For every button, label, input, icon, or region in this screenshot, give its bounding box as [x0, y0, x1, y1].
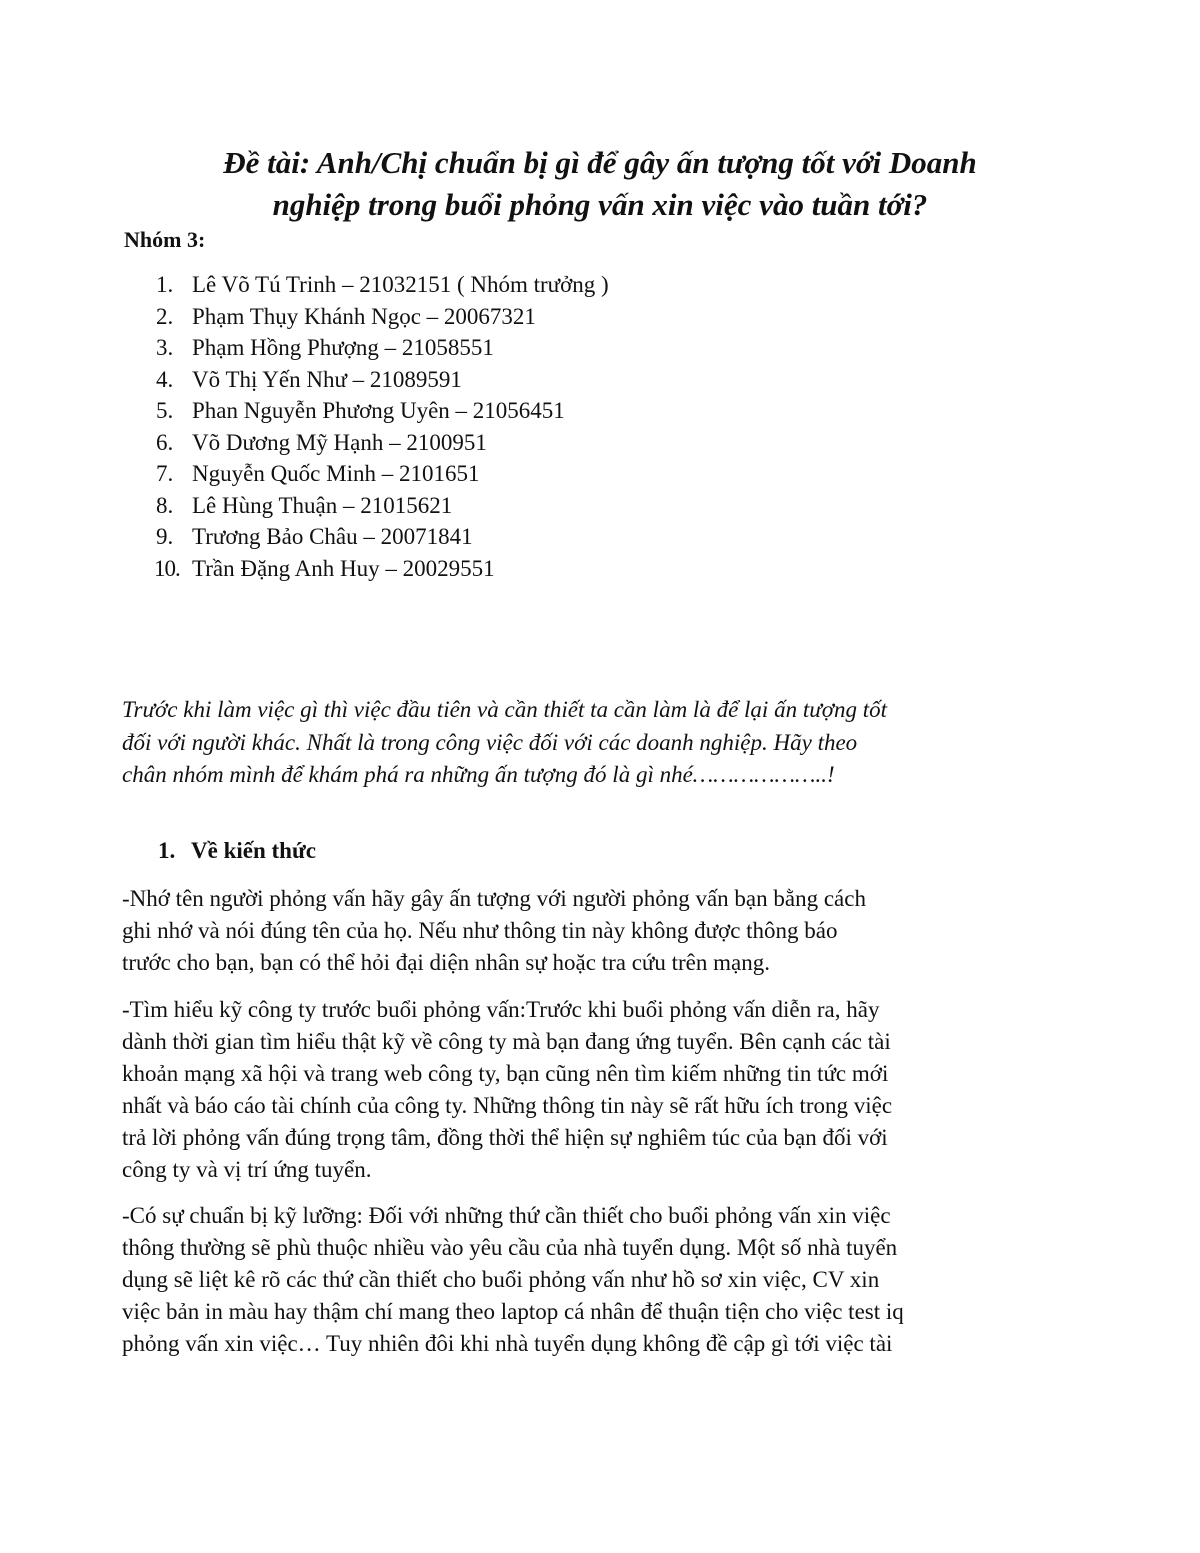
list-item: [124, 395, 609, 427]
title-line: Đề tài: Anh/Chị chuẩn bị gì để gây ấn tượng tốt với Doanh: [223, 145, 977, 180]
list-number: 5.: [156, 398, 174, 423]
list-number: 7.: [156, 461, 174, 486]
list-number: 10.: [154, 555, 180, 581]
list-number: 8.: [156, 492, 174, 518]
list-item: [124, 301, 609, 333]
paragraph-line: nhất và báo cáo tài chính của công ty. Những thông tin này sẽ rất hữu ích trong việc: [122, 1093, 893, 1118]
member-name: Võ Thị Yến Như – 21089591: [192, 366, 462, 392]
paragraph-line: khoản mạng xã hội và trang web công ty, bạn cũng nên tìm kiếm những tin tức mới: [122, 1061, 889, 1086]
section-heading: [124, 838, 316, 864]
list-item: [124, 269, 609, 301]
intro-paragraph: [122, 694, 1082, 792]
document-title: [120, 142, 1080, 226]
member-name: Phan Nguyễn Phương Uyên – 21056451: [192, 398, 565, 423]
paragraph-line: -Nhớ tên người phỏng vấn hãy gây ấn tượng với người phỏng vấn bạn bằng cách: [122, 886, 866, 911]
paragraph-line: dụng sẽ liệt kê rõ các thứ cần thiết cho buổi phỏng vấn như hồ sơ xin việc, CV xin: [122, 1267, 880, 1292]
member-name: Trần Đặng Anh Huy – 20029551: [192, 555, 495, 581]
paragraph-line: -Tìm hiểu kỹ công ty trước buổi phỏng vấn:Trước khi buổi phỏng vấn diễn ra, hãy: [122, 997, 880, 1022]
list-item: [124, 364, 609, 396]
list-number: 4.: [156, 366, 174, 392]
list-number: 1.: [156, 272, 174, 297]
paragraph-line: -Có sự chuẩn bị kỹ lưỡng: Đối với những thứ cần thiết cho buổi phỏng vấn xin việc: [122, 1203, 891, 1228]
section-number: 1.: [158, 838, 176, 863]
member-name: Lê Hùng Thuận – 21015621: [192, 492, 453, 518]
member-name: Nguyễn Quốc Minh – 2101651: [192, 461, 480, 486]
intro-line: chân nhóm mình để khám phá ra những ấn tượng đó là gì nhé………………..!: [122, 762, 835, 787]
intro-line: đối với người khác. Nhất là trong công việc đối với các doanh nghiệp. Hãy theo: [122, 729, 858, 755]
list-number: 9.: [156, 524, 174, 549]
title-line: nghiệp trong buổi phỏng vấn xin việc vào tuần tới?: [272, 187, 928, 222]
body-paragraph: [122, 883, 1082, 979]
intro-line: Trước khi làm việc gì thì việc đầu tiên và cần thiết ta cần làm là để lại ấn tượng tốt: [122, 697, 888, 722]
paragraph-line: trả lời phỏng vấn đúng trọng tâm, đồng thời thể hiện sự nghiêm túc của bạn đối với: [122, 1125, 888, 1150]
paragraph-line: việc bản in màu hay thậm chí mang theo laptop cá nhân để thuận tiện cho việc test iq: [122, 1299, 904, 1324]
list-number: 3.: [156, 335, 174, 360]
paragraph-line: dành thời gian tìm hiểu thật kỹ về công ty mà bạn đang ứng tuyển. Bên cạnh các tài: [122, 1029, 891, 1054]
member-name: Trương Bảo Châu – 20071841: [192, 524, 473, 549]
list-number: 6.: [156, 429, 174, 455]
body-paragraph: [122, 1200, 1082, 1360]
paragraph-line: thông thường sẽ phù thuộc nhiều vào yêu cầu của nhà tuyển dụng. Một số nhà tuyển: [122, 1235, 898, 1260]
list-item: [124, 458, 609, 490]
member-name: Võ Dương Mỹ Hạnh – 2100951: [192, 429, 487, 455]
list-item: [124, 427, 609, 459]
paragraph-line: ghi nhớ và nói đúng tên của họ. Nếu như thông tin này không được thông báo: [122, 918, 838, 943]
member-list: [124, 269, 609, 584]
section-title: Về kiến thức: [191, 838, 316, 863]
list-number: 2.: [156, 303, 174, 329]
paragraph-line: phỏng vấn xin việc… Tuy nhiên đôi khi nhà tuyển dụng không đề cập gì tới việc tài: [122, 1331, 893, 1356]
list-item: [124, 553, 609, 585]
member-name: Phạm Hồng Phượng – 21058551: [192, 335, 494, 360]
body-paragraph: [122, 994, 1082, 1186]
list-item: [124, 332, 609, 364]
paragraph-line: trước cho bạn, bạn có thể hỏi đại diện nhân sự hoặc tra cứu trên mạng.: [122, 950, 770, 975]
member-name: Lê Võ Tú Trinh – 21032151 ( Nhóm trưởng ): [192, 272, 609, 297]
group-label: Nhóm 3:: [124, 227, 206, 252]
list-item: [124, 521, 609, 553]
list-item: [124, 490, 609, 522]
paragraph-line: công ty và vị trí ứng tuyển.: [122, 1157, 372, 1182]
member-name: Phạm Thụy Khánh Ngọc – 20067321: [192, 303, 536, 329]
